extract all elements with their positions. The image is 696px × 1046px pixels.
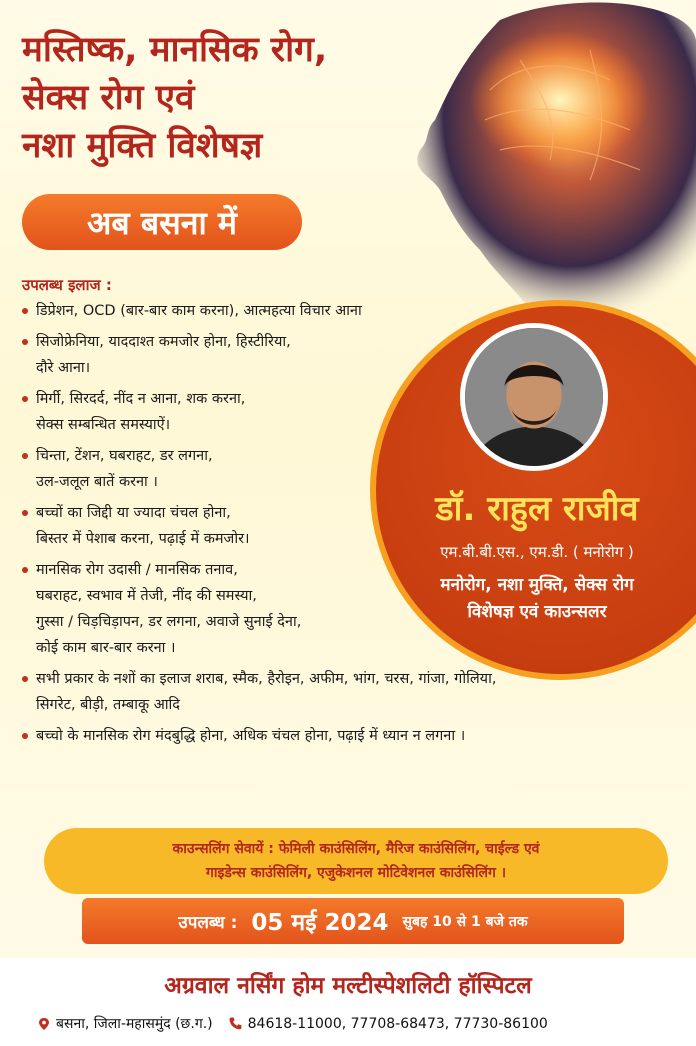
list-item-line: उल-जलूल बातें करना । bbox=[36, 474, 158, 490]
address-text: बसना, जिला-महासमुंद (छ.ग.) bbox=[56, 1016, 213, 1032]
list-item bbox=[22, 557, 662, 661]
phone-icon bbox=[229, 1017, 242, 1030]
list-item-line: कोई काम बार-बार करना । bbox=[36, 640, 176, 656]
list-item bbox=[22, 443, 662, 495]
list-item-line: चिन्ता, टेंशन, घबराहट, डर लगना, bbox=[36, 448, 213, 464]
list-item-line: सेक्स सम्बन्धित समस्याऐं। bbox=[36, 417, 171, 433]
list-item bbox=[22, 329, 662, 381]
location-pin-icon bbox=[38, 1018, 50, 1030]
brain-illustration bbox=[390, 0, 696, 330]
list-item-line: डिप्रेशन, OCD (बार-बार काम करना), आत्महत्या विचार आना bbox=[36, 303, 362, 319]
availability-time: सुबह 10 से 1 बजे तक bbox=[402, 913, 528, 930]
list-item bbox=[22, 666, 662, 718]
counselling-line-1: काउन्सलिंग सेवायें : फेमिली काउंसिलिंग, मैरिज काउंसिलिंग, चाईल्ड एवं bbox=[172, 841, 540, 857]
hospital-name: अग्रवाल नर्सिंग होम मल्टीस्पेशलिटी हॉस्पिटल bbox=[164, 973, 532, 999]
treatments-heading: उपलब्ध इलाज : bbox=[22, 276, 112, 294]
title-line-3: नशा मुक्ति विशेषज्ञ bbox=[22, 126, 263, 166]
list-item-line: सभी प्रकार के नशों का इलाज शराब, स्मैक, हैरोइन, अफीम, भांग, चरस, गांजा, गोलिया, bbox=[36, 671, 497, 687]
list-item bbox=[22, 723, 662, 749]
list-item-line: घबराहट, स्वभाव में तेजी, नींद की समस्या, bbox=[36, 588, 257, 604]
counselling-line-2: गाइडेन्स काउंसिलिंग, एजुकेशनल मोटिवेशनल काउंसिलिंग । bbox=[205, 865, 507, 881]
list-item bbox=[22, 386, 662, 438]
list-item-line: बच्चो के मानसिक रोग मंदबुद्धि होना, अधिक चंचल होना, पढ़ाई में ध्यान न लगना । bbox=[36, 728, 466, 744]
footer bbox=[0, 958, 696, 1046]
title-line-2: सेक्स रोग एवं bbox=[22, 78, 195, 118]
specialty-line-2: विशेषज्ञ एवं काउन्सलर bbox=[467, 602, 607, 622]
list-item-line: मानसिक रोग उदासी / मानसिक तनाव, bbox=[36, 562, 238, 578]
list-item bbox=[22, 298, 662, 324]
availability-label: उपलब्ध : bbox=[178, 912, 238, 933]
main-title bbox=[22, 26, 327, 170]
list-item bbox=[22, 500, 662, 552]
list-item-line: दौरे आना। bbox=[36, 360, 91, 376]
availability-date: 05 मई 2024 bbox=[251, 910, 389, 936]
list-item-line: बच्चों का जिद्दी या ज्यादा चंचल होना, bbox=[36, 505, 231, 521]
doctor-name: डॉ. राहुल राजीव bbox=[435, 489, 639, 529]
specialty-line-1: मनोरोग, नशा मुक्ति, सेक्स रोग bbox=[440, 575, 634, 595]
doctor-degree: एम.बी.बी.एस., एम.डी. ( मनोरोग ) bbox=[440, 543, 634, 561]
location-pill: अब बसना में bbox=[22, 194, 302, 250]
contact-line bbox=[38, 1014, 678, 1033]
availability-bar bbox=[82, 898, 624, 944]
list-item-line: गुस्सा / चिड़चिड़ापन, डर लगना, अवाजे सुनाई देना, bbox=[36, 614, 302, 630]
counselling-band bbox=[44, 828, 668, 894]
list-item-line: सिजोफ्रेनिया, याददाश्त कमजोर होना, हिस्टीरिया, bbox=[36, 334, 291, 350]
phone-numbers: 84618-11000, 77708-68473, 77730-86100 bbox=[247, 1015, 548, 1032]
title-line-1: मस्तिष्क, मानसिक रोग, bbox=[22, 30, 328, 70]
treatment-list bbox=[22, 298, 662, 754]
list-item-line: सिगरेट, बीड़ी, तम्बाकू आदि bbox=[36, 697, 180, 713]
list-item-line: बिस्तर में पेशाब करना, पढ़ाई में कमजोर। bbox=[36, 531, 250, 547]
list-item-line: मिर्गी, सिरदर्द, नींद न आना, शक करना, bbox=[36, 391, 246, 407]
